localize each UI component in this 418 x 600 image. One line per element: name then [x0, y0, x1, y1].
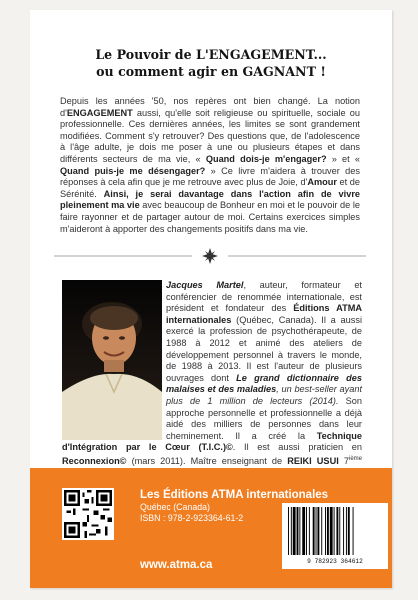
intro-paragraph — [60, 96, 360, 235]
book-title — [30, 46, 392, 80]
bio-bold: Éditions ATMA internationales — [166, 303, 362, 325]
qr-code-icon — [62, 488, 114, 540]
publisher-name: Les Éditions ATMA internationales — [140, 489, 329, 501]
bio-superscript: ième — [349, 455, 363, 462]
intro-text: avec beaucoup de Bonheur en moi et le pouvoir de le faire rayonner et de partager autour de moi. Certains exercices simples m'aideront à apporter des changements positifs dans ma vie. — [60, 200, 360, 234]
intro-text: » Ce livre m'aidera à trouver des réponses à cela afin que je me retrouve avec plus de Joie, d' — [60, 165, 360, 188]
author-name: Jacques Martel — [166, 280, 244, 290]
intro-bold: Amour — [307, 177, 337, 188]
author-bio — [62, 280, 362, 479]
bio-text: (Québec, Canada). Il a aussi exercé la profession de psychothérapeute, de 1988 à 2012 et animé des ateliers de développement personnel à travers le monde, de 1988 à 2013. Il est l'auteur de plusieurs ouvrages dont — [166, 314, 362, 383]
intro-text: Depuis les années '50, nos repères ont bien changé. La notion d' — [60, 96, 360, 118]
isbn: ISBN : 978-2-923364-61-2 — [140, 513, 244, 523]
bio-text: 7 — [338, 455, 349, 466]
bio-text: (mars 2011). Maître enseignant de — [126, 455, 288, 466]
bio-bold: Reconnexion© — [62, 455, 127, 466]
intro-text: aussi, qu'elle soit religieuse ou spirituelle, sociale ou professionnelle. Ces dernières années, les limites se sont grandement modifiées. Comment s'y retrouver? Des questions que, de l'adolescence à l'âge adulte, je dois me poser à une ou plusieurs étapes et dans différents secteurs de ma vie, « — [60, 107, 360, 164]
intro-bold: Quand puis-je me désengager? — [60, 165, 206, 176]
ornament-divider — [54, 246, 366, 266]
intro-bold: Ainsi, je serai davantage dans l'action afin de vivre pleinement ma vie — [60, 188, 361, 211]
title-line-2: ou comment agir en GAGNANT ! — [96, 64, 326, 79]
bio-italic: , un best-seller ayant plus de 1 million de lecteurs (2014). — [166, 384, 362, 406]
bio-book-title: Le grand dictionnaire des malaises et des maladies — [166, 372, 362, 395]
website-link[interactable]: www.atma.ca — [140, 559, 213, 571]
barcode-number: 9 782923 364612 — [307, 558, 363, 565]
publisher-location: Québec (Canada) — [140, 502, 210, 512]
bio-text: , auteur, formateur et conférencier de renommée internationale, est président et fondateur des — [166, 280, 362, 314]
barcode — [282, 503, 388, 569]
bio-bold: Technique d'Intégration par le Cœur (T.I.C.)© — [62, 430, 362, 453]
bio-text: . Il est aussi praticien en — [232, 442, 362, 453]
star-ornament-icon — [202, 248, 218, 264]
bio-text: Son approche personnelle et professionnelle a déjà aidé des milliers de personnes dans leur cheminement. Il a créé la — [166, 395, 362, 441]
barcode-bars-icon — [282, 503, 388, 557]
title-line-1: Le Pouvoir de L'ENGAGEMENT... — [95, 47, 327, 62]
back-cover — [30, 10, 392, 588]
intro-text: » et « — [326, 153, 360, 164]
intro-bold: Quand dois-je m'engager? — [205, 153, 327, 164]
bio-bold: REIKI USUI — [287, 455, 339, 466]
intro-text: et de Sérénité. — [60, 177, 360, 199]
intro-bold: ENGAGEMENT — [66, 107, 133, 118]
